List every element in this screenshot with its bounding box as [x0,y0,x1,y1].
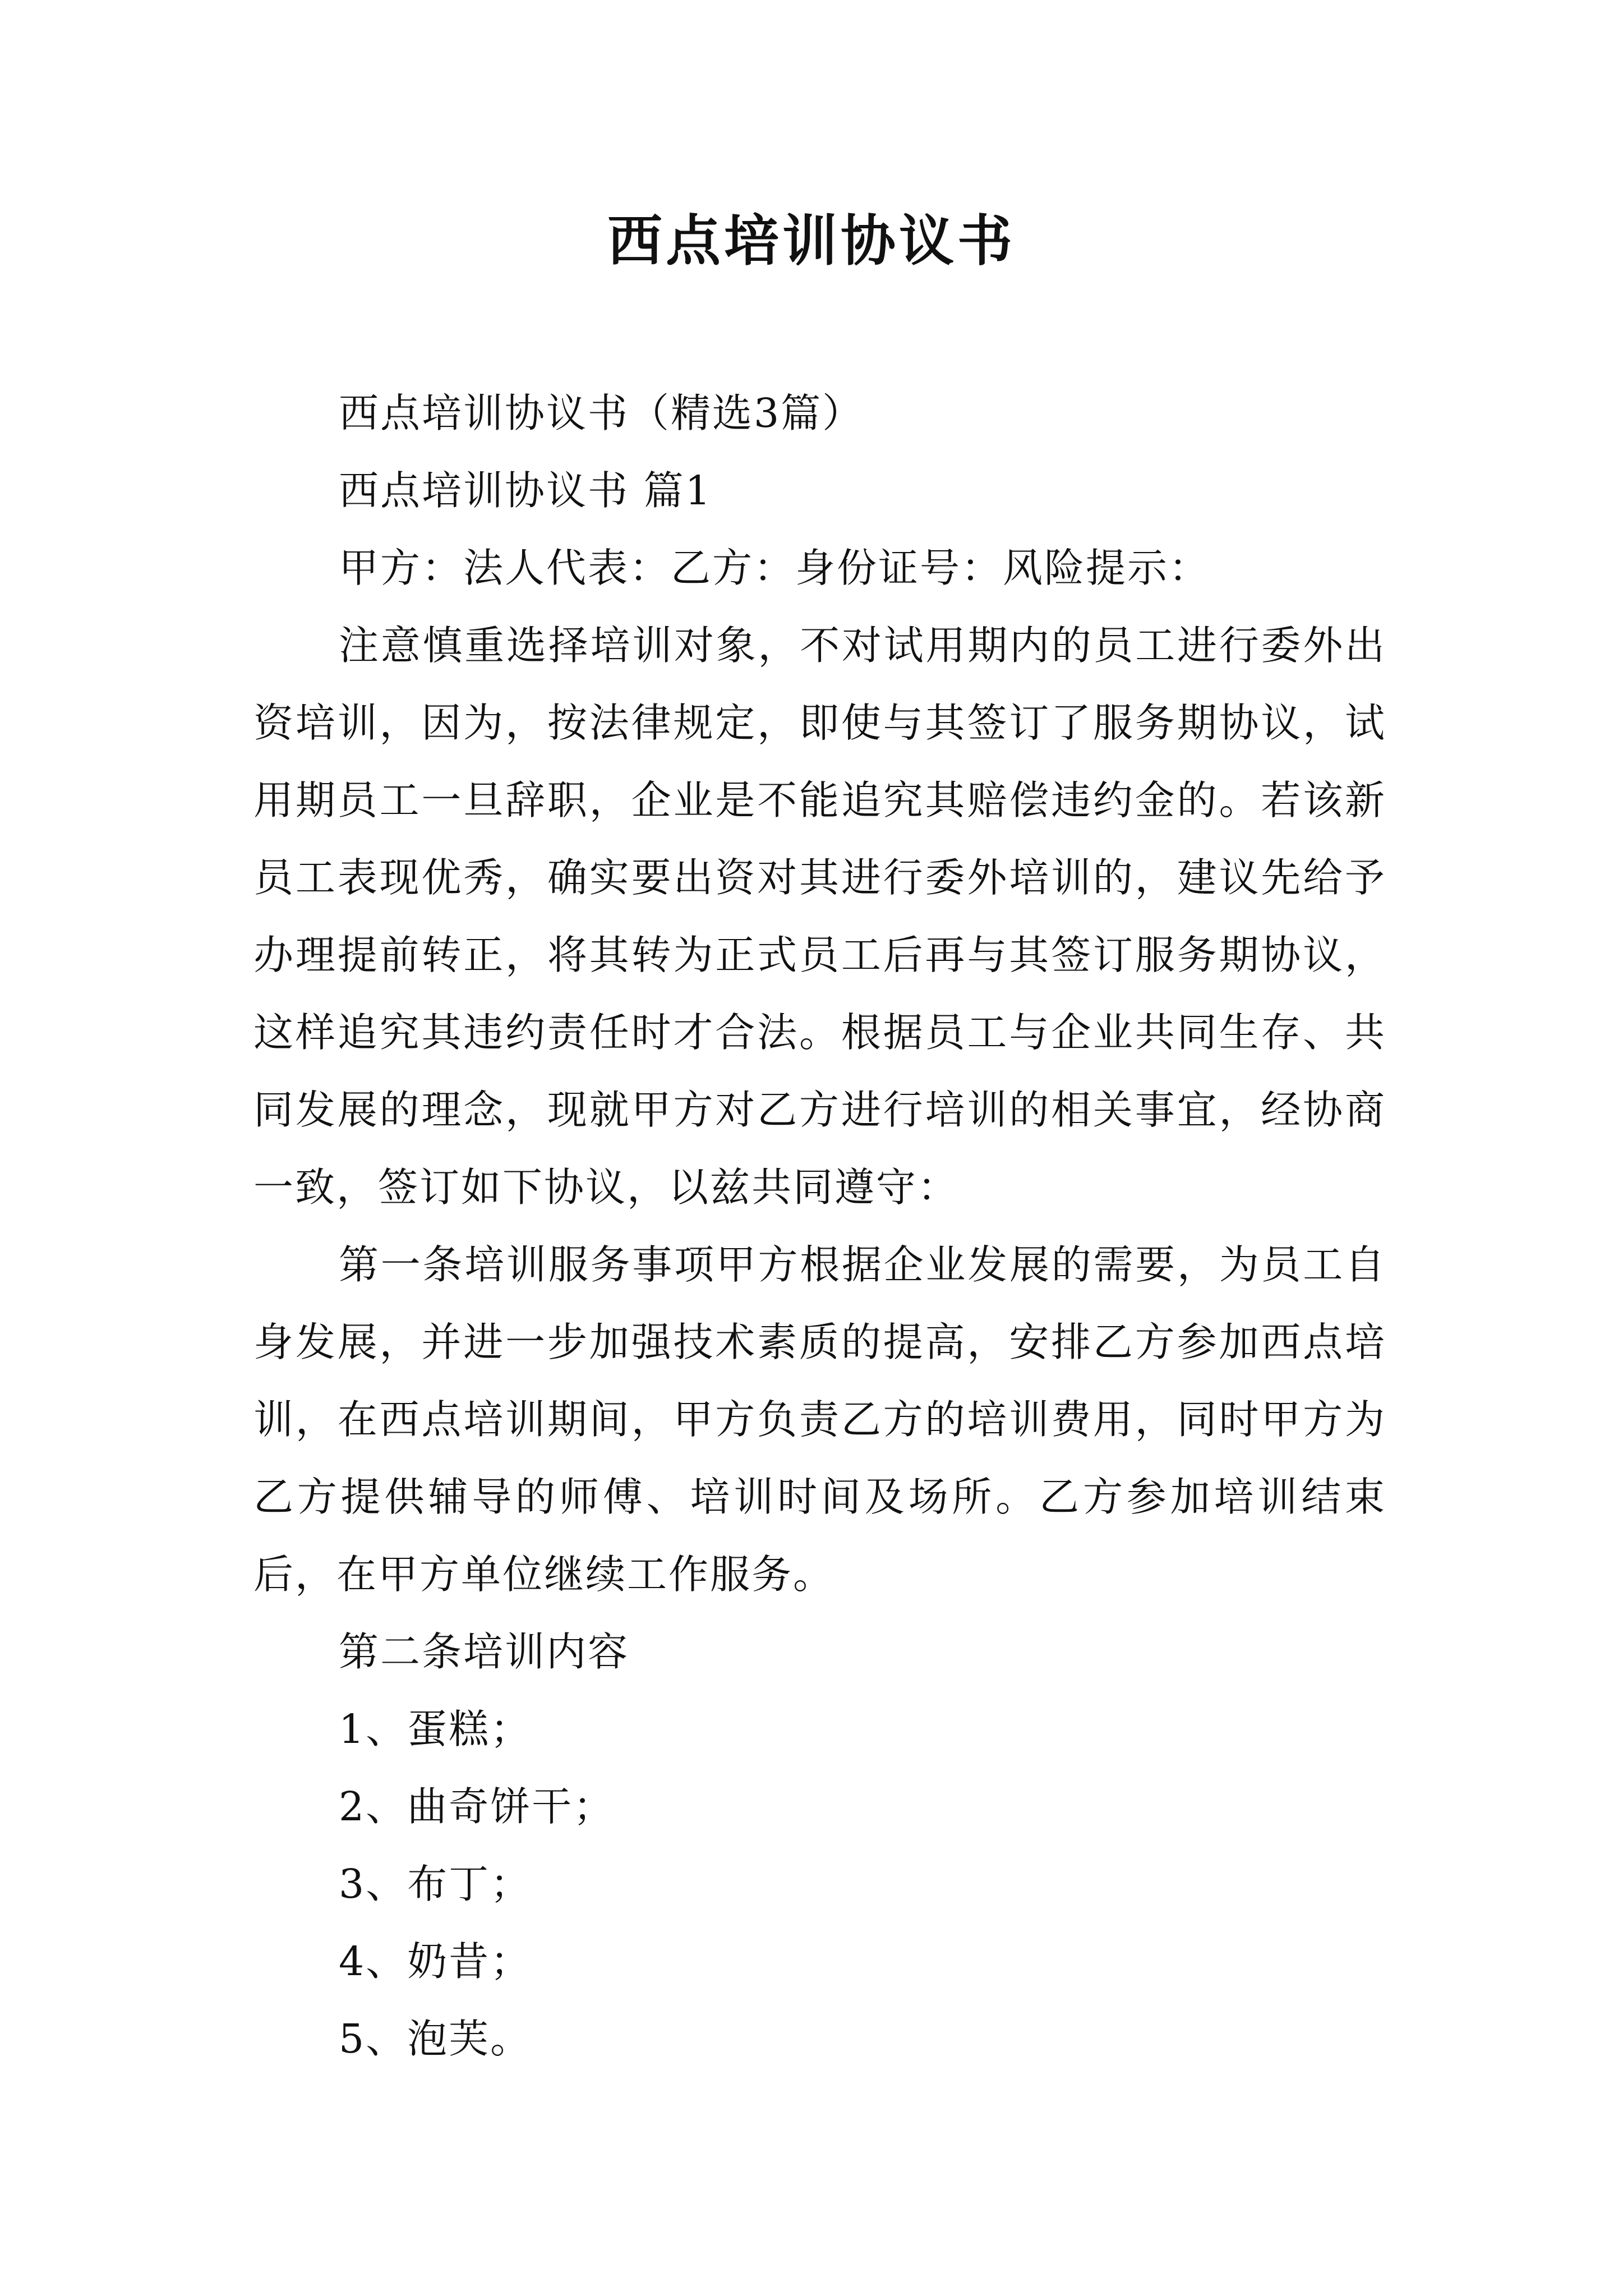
list-item: 3、布丁； [339,1861,532,1907]
paragraph-article-2-heading: 第二条培训内容 [339,1628,630,1675]
paragraph-subtitle: 西点培训协议书（精选3篇） [339,390,864,436]
list-item: 1、蛋糕； [339,1706,532,1752]
paragraph-section-heading: 西点培训协议书 篇1 [339,467,712,514]
list-item: 5、泡芙。 [339,2016,532,2062]
list-item: 4、奶昔； [339,1938,532,1985]
list-item: 2、曲奇饼干； [339,1783,615,1830]
paragraph-parties: 甲方：法人代表：乙方：身份证号：风险提示： [339,545,1211,591]
document-title: 西点培训协议书 [607,209,1016,273]
document-body [253,375,1386,2078]
paragraph-risk-notice: 注意慎重选择培训对象，不对试用期内的员工进行委外出资培训，因为，按法律规定，即使与其签订了服务期协议，试用期员工一旦辞职，企业是不能追究其赔偿违约金的。若该新员工表现优秀，确实要出资对其进行委外培训的，建议先给予办理提前转正，将其转为正式员工后再与其签订服务期协议，这样追究其违约责任时才合法。根据员工与企业共同生存、共同发展的理念，现就甲方对乙方进行培训的相关事宜，经协商一致，签订如下协议，以兹共同遵守： [253,622,1386,1211]
paragraph-article-1: 第一条培训服务事项甲方根据企业发展的需要，为员工自身发展，并进一步加强技术素质的提高，安排乙方参加西点培训，在西点培训期间，甲方负责乙方的培训费用，同时甲方为乙方提供辅导的师傅、培训时间及场所。乙方参加培训结束后，在甲方单位继续工作服务。 [253,1241,1386,1598]
